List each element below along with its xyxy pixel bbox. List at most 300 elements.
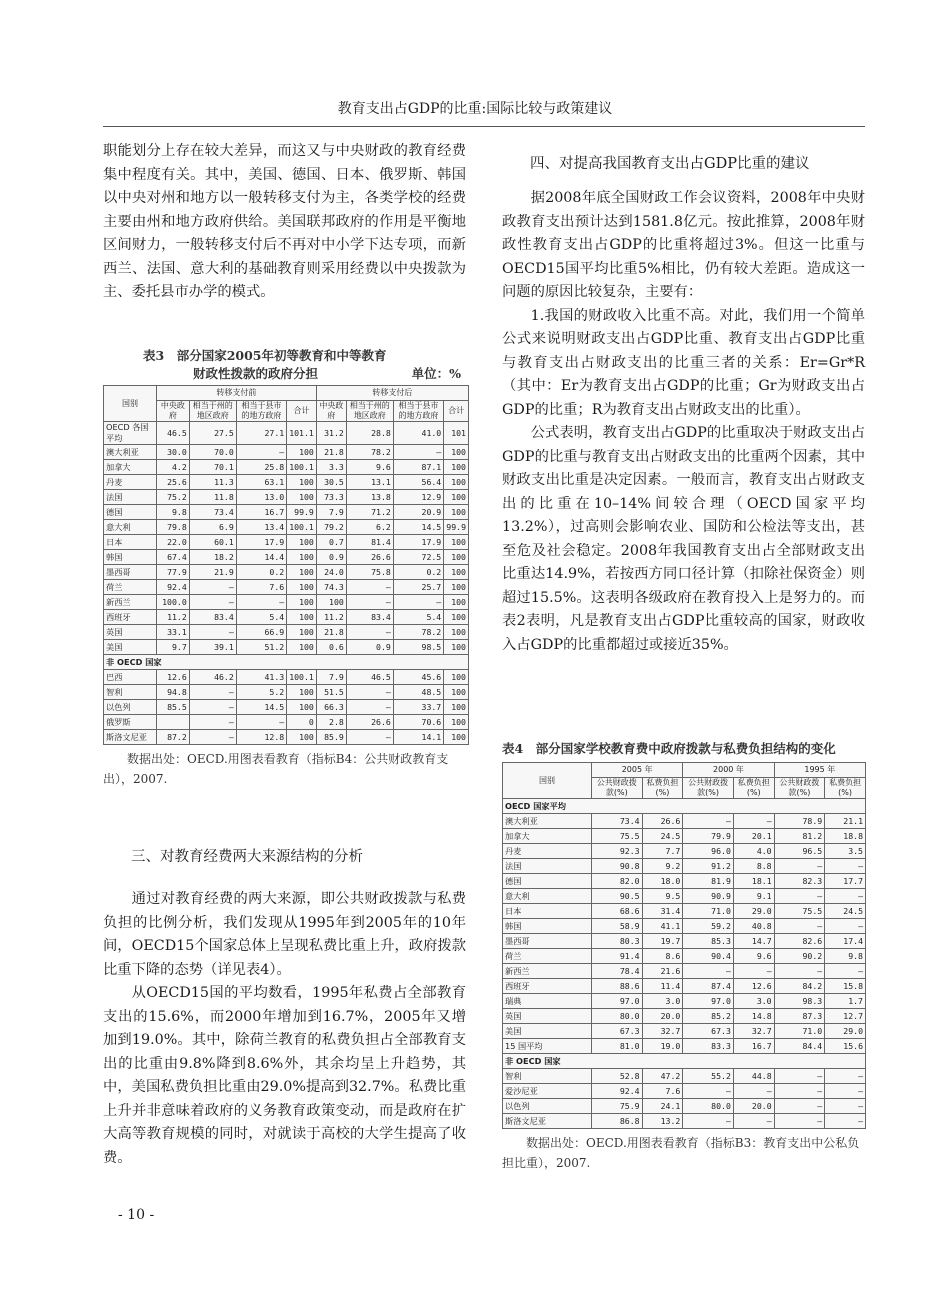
- table3-row: [104, 625, 469, 640]
- table3-country: 德国: [104, 505, 157, 520]
- table3-cell: 11.8: [189, 490, 236, 505]
- table4-country: 加拿大: [503, 829, 592, 844]
- table3-cell: 94.8: [157, 685, 190, 700]
- table3-subheader: 合计: [444, 401, 469, 422]
- table3-cell: 5.4: [393, 610, 443, 625]
- table4-subheader: 公共财政拨款(%): [683, 778, 734, 799]
- table3-cell: 98.5: [393, 640, 443, 655]
- table3-cell: 12.8: [236, 730, 286, 745]
- table4-cell: 29.0: [825, 1024, 866, 1039]
- table3-cell: 13.4: [236, 520, 286, 535]
- table3-cell: 22.0: [157, 535, 190, 550]
- table3-cell: 5.2: [236, 685, 286, 700]
- table4-cell: 97.0: [592, 994, 643, 1009]
- table3-cell: 25.8: [236, 460, 286, 475]
- table4-cell: –: [774, 859, 825, 874]
- table4-cell: –: [733, 964, 774, 979]
- table3-cell: 25.7: [393, 580, 443, 595]
- table3-cell: 100: [444, 625, 469, 640]
- table4-cell: 92.3: [592, 844, 643, 859]
- table3-cell: 11.3: [189, 475, 236, 490]
- table4-cell: 75.5: [774, 904, 825, 919]
- table4-cell: 9.5: [642, 889, 683, 904]
- table3-row: [104, 565, 469, 580]
- table3-cell: –: [189, 730, 236, 745]
- section3-title: 三、对教育经费两大来源结构的分析: [131, 849, 363, 865]
- right-paragraph-3: 公式表明，教育支出占GDP的比重取决于财政支出占GDP的比重与教育支出占财政支出的比重两个因素，其中财政支出比重是决定因素。一般而言，教育支出占财政支出的比重在10–14%间较合理（OECD国家平均13.2%），过高则会影响农业、国防和公检法等支出，甚至危及社会稳定。2008年我国教育支出占全部财政支出比重达14.9%，若按西方同口径计算（扣除社保资金）则超过15.5%。这表明各级政府在教育投入上是努力的。而表2表明，凡是教育支出占GDP比重较高的国家，财政收入占GDP的比重都超过或接近35%。: [502, 425, 865, 653]
- table4-cell: –: [825, 859, 866, 874]
- table3-cell: 27.5: [189, 422, 236, 445]
- table3-cell: 100: [287, 445, 317, 460]
- table4-cell: 19.7: [642, 934, 683, 949]
- table4-cell: 84.2: [774, 979, 825, 994]
- table4-cell: 90.8: [592, 859, 643, 874]
- table3-cell: –: [189, 715, 236, 730]
- table4-cell: 17.4: [825, 934, 866, 949]
- table4-cell: 26.6: [642, 814, 683, 829]
- table4-row: [503, 1099, 866, 1114]
- table4-cell: 83.3: [683, 1039, 734, 1054]
- table4-cell: 78.9: [774, 814, 825, 829]
- left-column-top: [103, 140, 466, 305]
- table3-row: [104, 422, 469, 445]
- table3-cell: 83.4: [189, 610, 236, 625]
- table3-header-country: 国别: [104, 386, 157, 422]
- table4-country: 西班牙: [503, 979, 592, 994]
- table4-cell: –: [825, 1114, 866, 1129]
- table4-cell: 87.3: [774, 1009, 825, 1024]
- table3-cell: 9.7: [157, 640, 190, 655]
- table3-cell: 27.1: [236, 422, 286, 445]
- table3-group-label: 非 OECD 国家: [104, 655, 469, 670]
- table3-row: [104, 715, 469, 730]
- table3-cell: 100: [316, 595, 346, 610]
- table3-cell: 78.2: [346, 445, 393, 460]
- table3-cell: 78.2: [393, 625, 443, 640]
- table4-row: [503, 904, 866, 919]
- table4-cell: 82.3: [774, 874, 825, 889]
- table4-row: [503, 1039, 866, 1054]
- table3-country: 新西兰: [104, 595, 157, 610]
- table4-cell: 73.4: [592, 814, 643, 829]
- table4-cell: 14.8: [733, 1009, 774, 1024]
- table3-cell: 100: [287, 535, 317, 550]
- table3-cell: 7.6: [236, 580, 286, 595]
- table3-cell: 73.4: [189, 505, 236, 520]
- table3-caption-2-text: 财政性拨款的政府分担: [193, 366, 319, 381]
- table4-country: 英国: [503, 1009, 592, 1024]
- table3-cell: 13.0: [236, 490, 286, 505]
- table4-cell: –: [733, 1084, 774, 1099]
- table4-source: 数据出处：OECD.用图表看教育（指标B3：教育支出中公私负担比重），2007.: [502, 1136, 860, 1170]
- table4-cell: 82.0: [592, 874, 643, 889]
- table3-cell: 51.2: [236, 640, 286, 655]
- table4-cell: –: [774, 1099, 825, 1114]
- table3-cell: –: [189, 700, 236, 715]
- table4-cell: 21.1: [825, 814, 866, 829]
- table4-group-row: [503, 1054, 866, 1069]
- table4-cell: 32.7: [733, 1024, 774, 1039]
- table4-cell: 18.0: [642, 874, 683, 889]
- table3-country: 墨西哥: [104, 565, 157, 580]
- table4-cell: 24.5: [825, 904, 866, 919]
- table3-cell: 100: [444, 550, 469, 565]
- table4-cell: 75.5: [592, 829, 643, 844]
- table3-subheader: 相当于州的地区政府: [346, 401, 393, 422]
- table4-country: 丹麦: [503, 844, 592, 859]
- table4-cell: –: [683, 1114, 734, 1129]
- table3-cell: –: [189, 580, 236, 595]
- table4-row: [503, 949, 866, 964]
- table4-cell: 12.7: [825, 1009, 866, 1024]
- table3-cell: 87.1: [393, 460, 443, 475]
- table3-cell: 0.2: [393, 565, 443, 580]
- table4-country: 日本: [503, 904, 592, 919]
- table4-cell: 71.0: [683, 904, 734, 919]
- table3-cell: 100: [287, 550, 317, 565]
- table4-block: [502, 740, 868, 1173]
- table4-cell: 71.0: [774, 1024, 825, 1039]
- table4-cell: 91.4: [592, 949, 643, 964]
- page-number: - 10 -: [118, 1207, 155, 1223]
- table3-cell: 0.9: [346, 640, 393, 655]
- table3-cell: 100: [287, 595, 317, 610]
- table4-cell: 9.8: [825, 949, 866, 964]
- table4-row: [503, 874, 866, 889]
- table3-cell: 100: [444, 475, 469, 490]
- table4-cell: 68.6: [592, 904, 643, 919]
- table3-cell: –: [346, 625, 393, 640]
- table3-cell: 11.2: [157, 610, 190, 625]
- table3-cell: 100: [444, 730, 469, 745]
- left-paragraph-2: 通过对教育经费的两大来源，即公共财政拨款与私费负担的比例分析，我们发现从1995年到2005年的10年间，OECD15个国家总体上呈现私费比重上升，政府拨款比重下降的态势（详见表4）。: [103, 891, 466, 978]
- table4-row: [503, 814, 866, 829]
- left-paragraph-1: 职能划分上存在较大差异，而这又与中央财政的教育经费集中程度有关。其中，美国、德国、日本、俄罗斯、韩国以中央对州和地方以一般转移支付为主，各类学校的经费主要由州和地方政府供给。美国联邦政府的作用是平衡地区间财力，一般转移支付后不再对中小学下达专项，而新西兰、法国、意大利的基础教育则采用经费以中央拨款为主、委托县市办学的模式。: [103, 143, 466, 300]
- table4-cell: 85.3: [683, 934, 734, 949]
- table3-row: [104, 670, 469, 685]
- table4-cell: 81.2: [774, 829, 825, 844]
- table3-row: [104, 685, 469, 700]
- table4-country: 15 国平均: [503, 1039, 592, 1054]
- table4-cell: –: [825, 1084, 866, 1099]
- table3-header-before: 转移支付前: [157, 386, 317, 401]
- table3-cell: 45.6: [393, 670, 443, 685]
- running-header: 教育支出占GDP的比重:国际比较与政策建议: [337, 101, 613, 117]
- table4-cell: 4.0: [733, 844, 774, 859]
- table3-cell: 101.1: [287, 422, 317, 445]
- table3-cell: 66.9: [236, 625, 286, 640]
- table4-cell: 3.0: [733, 994, 774, 1009]
- table3-cell: 0.6: [316, 640, 346, 655]
- left-paragraph-3: 从OECD15国的平均数看，1995年私费占全部教育支出的15.6%，而2000年增加到16.7%，2005年又增加到19.0%。其中，除荷兰教育的私费负担占全部教育支出的比重由9.8%降到8.6%外，其余均呈上升趋势，其中，美国私费负担比重由29.0%提高到32.7%。私费比重上升并非意味着政府的义务教育政策变动，而是政府在扩大高等教育规模的同时，对就读于高校的大学生提高了收费。: [103, 985, 466, 1166]
- header-rule: [103, 126, 865, 127]
- table4-cell: –: [825, 1069, 866, 1084]
- table3-cell: 100: [287, 490, 317, 505]
- table3-cell: 100: [287, 730, 317, 745]
- table4-row: [503, 964, 866, 979]
- table4-cell: 32.7: [642, 1024, 683, 1039]
- table4-cell: 55.2: [683, 1069, 734, 1084]
- table3-cell: 92.4: [157, 580, 190, 595]
- table4-cell: 81.9: [683, 874, 734, 889]
- table3-row: [104, 730, 469, 745]
- table3-cell: 100: [444, 505, 469, 520]
- table4-country: 荷兰: [503, 949, 592, 964]
- table4-cell: 67.3: [683, 1024, 734, 1039]
- table4-cell: 90.4: [683, 949, 734, 964]
- table3-cell: 100: [287, 475, 317, 490]
- table3-cell: 0.7: [316, 535, 346, 550]
- table4-cell: 80.0: [683, 1099, 734, 1114]
- table4-cell: 92.4: [592, 1084, 643, 1099]
- table3-cell: 100: [444, 715, 469, 730]
- table4-cell: 86.8: [592, 1114, 643, 1129]
- table3-cell: –: [346, 685, 393, 700]
- table4: [502, 762, 866, 1129]
- table3-cell: 70.1: [189, 460, 236, 475]
- table3-country: 英国: [104, 625, 157, 640]
- table4-cell: 20.0: [642, 1009, 683, 1024]
- table3-row: [104, 490, 469, 505]
- table4-cell: 15.8: [825, 979, 866, 994]
- table3-cell: 100: [444, 445, 469, 460]
- table3-country: 加拿大: [104, 460, 157, 475]
- table3-row: [104, 700, 469, 715]
- table3-cell: 79.2: [316, 520, 346, 535]
- table3-cell: 14.1: [393, 730, 443, 745]
- table3-cell: 100: [287, 565, 317, 580]
- table4-cell: 9.6: [733, 949, 774, 964]
- table4-cell: –: [774, 964, 825, 979]
- table3: [103, 385, 469, 745]
- right-paragraph-1: 据2008年底全国财政工作会议资料，2008年中央财政教育支出预计达到1581.8亿元。按此推算，2008年财政性教育支出占GDP的比重将超过3%。但这一比重与OECD15国平均比重5%相比，仍有较大差距。造成这一问题的原因比较复杂，主要有：: [502, 190, 865, 300]
- table3-cell: 100: [444, 460, 469, 475]
- table4-cell: 19.0: [642, 1039, 683, 1054]
- table3-cell: 46.5: [157, 422, 190, 445]
- table3-country: 意大利: [104, 520, 157, 535]
- table4-cell: 88.6: [592, 979, 643, 994]
- table3-row: [104, 580, 469, 595]
- table4-country: 斯洛文尼亚: [503, 1114, 592, 1129]
- table4-cell: 41.1: [642, 919, 683, 934]
- table3-cell: 25.6: [157, 475, 190, 490]
- table4-cell: 98.3: [774, 994, 825, 1009]
- table3-cell: 74.3: [316, 580, 346, 595]
- table4-cell: 8.6: [642, 949, 683, 964]
- table3-cell: 100: [287, 625, 317, 640]
- table3-subheader: 中央政府: [157, 401, 190, 422]
- table4-country: 爱沙尼亚: [503, 1084, 592, 1099]
- table3-cell: 6.2: [346, 520, 393, 535]
- table4-cell: 96.0: [683, 844, 734, 859]
- table4-cell: –: [683, 964, 734, 979]
- table3-country: 巴西: [104, 670, 157, 685]
- table4-subheader: 私费负担(%): [733, 778, 774, 799]
- table3-cell: –: [346, 580, 393, 595]
- table3-cell: 12.6: [157, 670, 190, 685]
- table4-country: 法国: [503, 859, 592, 874]
- table3-cell: –: [346, 730, 393, 745]
- table3-cell: 71.2: [346, 505, 393, 520]
- table4-cell: 24.1: [642, 1099, 683, 1114]
- table3-cell: 100.1: [287, 670, 317, 685]
- table3-row: [104, 445, 469, 460]
- table3-row: [104, 640, 469, 655]
- table3-row: [104, 460, 469, 475]
- table3-cell: 70.6: [393, 715, 443, 730]
- table3-cell: 100: [287, 580, 317, 595]
- table3-cell: 100: [287, 640, 317, 655]
- table3-cell: 100: [287, 610, 317, 625]
- table3-caption-2: [103, 365, 475, 383]
- table4-cell: 85.2: [683, 1009, 734, 1024]
- table4-cell: 47.2: [642, 1069, 683, 1084]
- table4-cell: 80.3: [592, 934, 643, 949]
- table3-cell: 16.7: [236, 505, 286, 520]
- table3-country: 以色列: [104, 700, 157, 715]
- table3-cell: 9.8: [157, 505, 190, 520]
- table3-cell: –: [236, 595, 286, 610]
- table4-year-header: 2005 年: [592, 763, 683, 778]
- table3-cell: 3.3: [316, 460, 346, 475]
- table4-cell: –: [733, 1114, 774, 1129]
- table4-cell: 9.2: [642, 859, 683, 874]
- table3-country: 日本: [104, 535, 157, 550]
- table3-cell: 100: [444, 595, 469, 610]
- table4-group-label: 非 OECD 国家: [503, 1054, 866, 1069]
- table4-cell: 44.8: [733, 1069, 774, 1084]
- table3-subheader: 中央政府: [316, 401, 346, 422]
- table3-cell: 14.4: [236, 550, 286, 565]
- table3-cell: 17.9: [393, 535, 443, 550]
- table3-row: [104, 475, 469, 490]
- table4-year-header: 2000 年: [683, 763, 774, 778]
- table3-cell: 4.2: [157, 460, 190, 475]
- table4-cell: 11.4: [642, 979, 683, 994]
- table3-cell: 26.6: [346, 550, 393, 565]
- table4-cell: –: [774, 1114, 825, 1129]
- table4-row: [503, 859, 866, 874]
- right-column: [502, 152, 865, 657]
- table3-unit: 单位：%: [411, 366, 461, 381]
- table3-cell: 81.4: [346, 535, 393, 550]
- table4-cell: 31.4: [642, 904, 683, 919]
- table4-cell: 78.4: [592, 964, 643, 979]
- table3-cell: 26.6: [346, 715, 393, 730]
- table4-cell: 67.3: [592, 1024, 643, 1039]
- table4-row: [503, 979, 866, 994]
- table3-cell: 51.5: [316, 685, 346, 700]
- table4-cell: 81.0: [592, 1039, 643, 1054]
- table3-cell: 100: [444, 535, 469, 550]
- table4-row: [503, 1024, 866, 1039]
- table3-cell: 0: [287, 715, 317, 730]
- table4-cell: –: [825, 964, 866, 979]
- table3-row: [104, 505, 469, 520]
- table3-country: 智利: [104, 685, 157, 700]
- table3-cell: –: [236, 445, 286, 460]
- table4-row: [503, 1069, 866, 1084]
- table3-cell: 0.9: [316, 550, 346, 565]
- table3-cell: 46.2: [189, 670, 236, 685]
- table3-row: [104, 535, 469, 550]
- table4-cell: –: [774, 1069, 825, 1084]
- table4-cell: 3.0: [642, 994, 683, 1009]
- table4-country: 新西兰: [503, 964, 592, 979]
- table4-subheader: 私费负担(%): [825, 778, 866, 799]
- table3-cell: 100: [444, 700, 469, 715]
- table3-country: 荷兰: [104, 580, 157, 595]
- table4-cell: 80.0: [592, 1009, 643, 1024]
- table3-cell: 21.9: [189, 565, 236, 580]
- table3-country: 韩国: [104, 550, 157, 565]
- table4-row: [503, 844, 866, 859]
- table3-cell: 100: [444, 640, 469, 655]
- table4-cell: –: [825, 919, 866, 934]
- table3-country: 斯洛文尼亚: [104, 730, 157, 745]
- table3-group-row: [104, 655, 469, 670]
- table3-cell: 18.2: [189, 550, 236, 565]
- table3-cell: 100: [444, 685, 469, 700]
- table3-cell: 13.8: [346, 490, 393, 505]
- table3-country: 丹麦: [104, 475, 157, 490]
- table4-cell: 90.9: [683, 889, 734, 904]
- table3-cell: 100: [444, 565, 469, 580]
- table3-cell: 73.3: [316, 490, 346, 505]
- table3-subheader: 相当于县市的地方政府: [393, 401, 443, 422]
- table3-cell: 100: [444, 580, 469, 595]
- table4-cell: 21.6: [642, 964, 683, 979]
- table4-row: [503, 934, 866, 949]
- table4-cell: 59.2: [683, 919, 734, 934]
- table4-header-country: 国别: [503, 763, 592, 799]
- table4-country: 以色列: [503, 1099, 592, 1114]
- table3-caption-1: 表3 部分国家2005年初等教育和中等教育: [143, 348, 387, 363]
- table3-cell: –: [393, 445, 443, 460]
- table3-cell: 6.9: [189, 520, 236, 535]
- table3-cell: 100.1: [287, 520, 317, 535]
- table3-cell: 9.6: [346, 460, 393, 475]
- table3-cell: 101: [444, 422, 469, 445]
- table4-cell: 18.1: [733, 874, 774, 889]
- table3-cell: –: [236, 715, 286, 730]
- table4-country: 德国: [503, 874, 592, 889]
- table4-subheader: 公共财政拨款(%): [774, 778, 825, 799]
- table4-cell: 16.7: [733, 1039, 774, 1054]
- table4-row: [503, 889, 866, 904]
- table3-cell: 67.4: [157, 550, 190, 565]
- table4-cell: –: [774, 889, 825, 904]
- table3-cell: 83.4: [346, 610, 393, 625]
- table4-cell: 75.9: [592, 1099, 643, 1114]
- table4-row: [503, 1009, 866, 1024]
- table3-cell: 100: [444, 670, 469, 685]
- table4-cell: 3.5: [825, 844, 866, 859]
- table3-header-after: 转移支付后: [316, 386, 468, 401]
- table3-cell: 17.9: [236, 535, 286, 550]
- table3-cell: 5.4: [236, 610, 286, 625]
- table3-cell: –: [346, 700, 393, 715]
- table3-cell: 100: [287, 685, 317, 700]
- table4-cell: 97.0: [683, 994, 734, 1009]
- table4-cell: –: [774, 919, 825, 934]
- table3-cell: 41.3: [236, 670, 286, 685]
- table3-subheader: 合计: [287, 401, 317, 422]
- table3-cell: 39.1: [189, 640, 236, 655]
- table4-cell: 24.5: [642, 829, 683, 844]
- table3-cell: 20.9: [393, 505, 443, 520]
- table4-row: [503, 829, 866, 844]
